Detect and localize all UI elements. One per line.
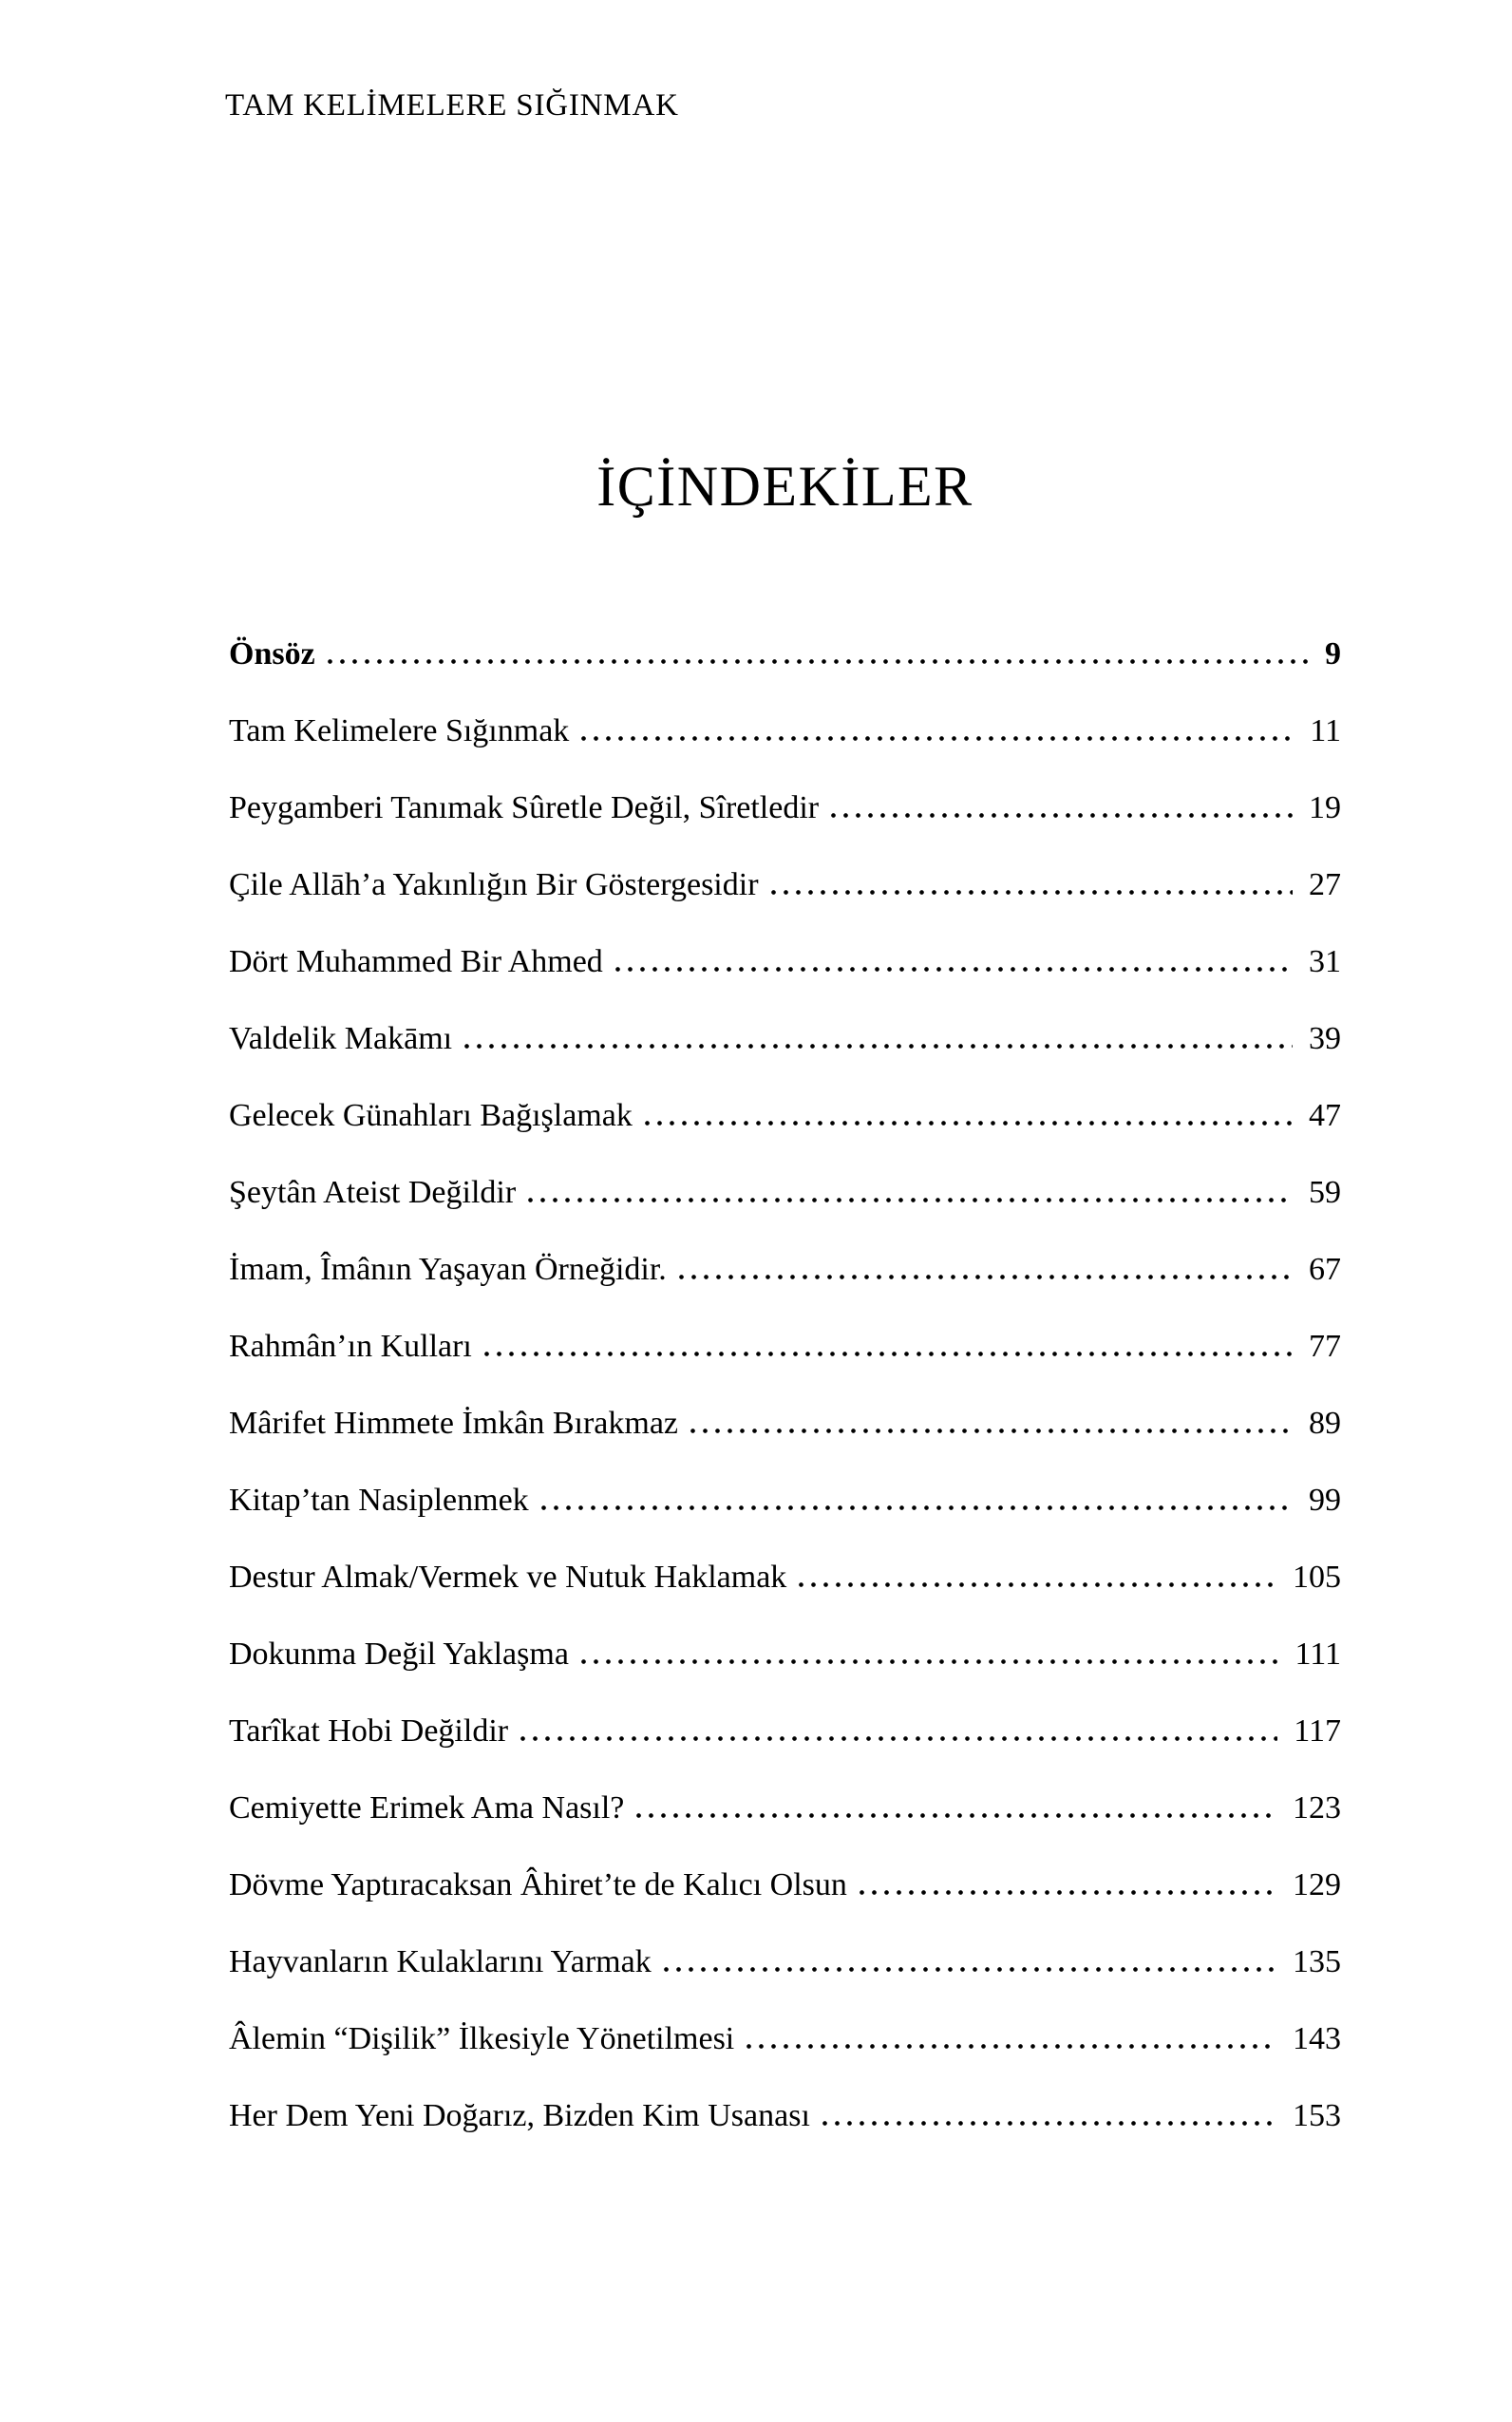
toc-entry-page-number: 135 xyxy=(1293,1944,1341,1979)
toc-entry-page-number: 89 xyxy=(1309,1406,1341,1441)
toc-entry xyxy=(229,1000,1341,1077)
toc-entry xyxy=(229,615,1341,692)
toc-entry-page-number: 105 xyxy=(1293,1560,1341,1595)
dot-leader xyxy=(481,1352,1293,1356)
toc-entry xyxy=(229,1539,1341,1616)
dot-leader xyxy=(675,1275,1293,1279)
dot-leader xyxy=(795,1582,1276,1587)
toc-entry-page-number: 77 xyxy=(1309,1329,1341,1364)
table-of-contents xyxy=(229,615,1341,2154)
toc-entry-page-number: 11 xyxy=(1310,713,1341,748)
toc-entry-title: İmam, Îmânın Yaşayan Örneğidir. xyxy=(229,1252,667,1287)
dot-leader xyxy=(577,736,1294,741)
dot-leader xyxy=(538,1505,1293,1510)
toc-entry xyxy=(229,1077,1341,1154)
toc-entry-title: Mârifet Himmete İmkân Bırakmaz xyxy=(229,1406,678,1441)
toc-entry xyxy=(229,769,1341,846)
dot-leader xyxy=(633,1813,1276,1818)
toc-entry-page-number: 123 xyxy=(1293,1790,1341,1826)
toc-entry-title: Kitap’tan Nasiplenmek xyxy=(229,1483,529,1518)
toc-entry-title: Dokunma Değil Yaklaşma xyxy=(229,1637,569,1672)
toc-entry-title: Cemiyette Erimek Ama Nasıl? xyxy=(229,1790,625,1826)
toc-entry xyxy=(229,923,1341,1000)
dot-leader xyxy=(612,967,1293,972)
toc-entry-title: Âlemin “Dişilik” İlkesiyle Yönetilmesi xyxy=(229,2021,735,2056)
toc-entry xyxy=(229,1231,1341,1308)
running-header: TAM KELİMELERE SIĞINMAK xyxy=(225,88,679,123)
toc-entry-page-number: 129 xyxy=(1293,1867,1341,1902)
toc-entry-title: Dövme Yaptıracaksan Âhiret’te de Kalıcı Olsun xyxy=(229,1867,847,1902)
dot-leader xyxy=(827,813,1293,818)
toc-entry xyxy=(229,1462,1341,1539)
dot-leader xyxy=(324,659,1309,664)
toc-entry-title: Valdelik Makāmı xyxy=(229,1021,453,1056)
dot-leader xyxy=(687,1429,1293,1433)
toc-entry-title: Gelecek Günahları Bağışlamak xyxy=(229,1098,633,1133)
toc-entry-page-number: 117 xyxy=(1294,1713,1341,1749)
toc-entry-title: Hayvanların Kulaklarını Yarmak xyxy=(229,1944,652,1979)
toc-entry xyxy=(229,2077,1341,2154)
toc-entry-page-number: 47 xyxy=(1309,1098,1341,1133)
toc-entry-page-number: 39 xyxy=(1309,1021,1341,1056)
toc-entry-page-number: 27 xyxy=(1309,867,1341,902)
dot-leader xyxy=(660,1967,1276,1972)
toc-entry xyxy=(229,1154,1341,1231)
dot-leader xyxy=(767,890,1293,895)
toc-entry-page-number: 67 xyxy=(1309,1252,1341,1287)
toc-entry xyxy=(229,1616,1341,1693)
toc-entry-page-number: 99 xyxy=(1309,1483,1341,1518)
toc-entry-title: Peygamberi Tanımak Sûretle Değil, Sîretledir xyxy=(229,790,820,825)
toc-entry xyxy=(229,692,1341,769)
toc-entry xyxy=(229,1923,1341,2000)
dot-leader xyxy=(641,1121,1293,1126)
toc-entry-title: Tam Kelimelere Sığınmak xyxy=(229,713,570,748)
toc-entry-title: Destur Almak/Vermek ve Nutuk Haklamak xyxy=(229,1560,787,1595)
dot-leader xyxy=(856,1890,1276,1895)
toc-entry-title: Tarîkat Hobi Değildir xyxy=(229,1713,509,1749)
toc-entry-page-number: 59 xyxy=(1309,1175,1341,1210)
page-title: İÇİNDEKİLER xyxy=(596,455,973,518)
toc-entry xyxy=(229,1693,1341,1769)
toc-entry-page-number: 111 xyxy=(1295,1637,1341,1672)
dot-leader xyxy=(577,1659,1279,1664)
toc-entry xyxy=(229,1385,1341,1462)
toc-entry-page-number: 31 xyxy=(1309,944,1341,979)
toc-entry-page-number: 153 xyxy=(1293,2098,1341,2133)
toc-entry xyxy=(229,1769,1341,1846)
dot-leader xyxy=(819,2121,1276,2126)
toc-entry xyxy=(229,846,1341,923)
toc-entry-title: Şeytân Ateist Değildir xyxy=(229,1175,517,1210)
dot-leader xyxy=(743,2044,1276,2049)
toc-entry-title: Her Dem Yeni Doğarız, Bizden Kim Usanası xyxy=(229,2098,810,2133)
toc-entry-title: Rahmân’ın Kulları xyxy=(229,1329,472,1364)
dot-leader xyxy=(461,1044,1293,1049)
toc-entry xyxy=(229,2000,1341,2077)
toc-entry xyxy=(229,1308,1341,1385)
toc-entry-page-number: 143 xyxy=(1293,2021,1341,2056)
toc-entry-title: Çile Allāh’a Yakınlığın Bir Göstergesidir xyxy=(229,867,759,902)
toc-entry-title: Önsöz xyxy=(229,636,315,672)
toc-entry-page-number: 9 xyxy=(1325,636,1341,672)
dot-leader xyxy=(517,1736,1277,1741)
toc-entry-page-number: 19 xyxy=(1309,790,1341,825)
toc-entry-title: Dört Muhammed Bir Ahmed xyxy=(229,944,603,979)
toc-entry xyxy=(229,1846,1341,1923)
dot-leader xyxy=(524,1198,1293,1202)
